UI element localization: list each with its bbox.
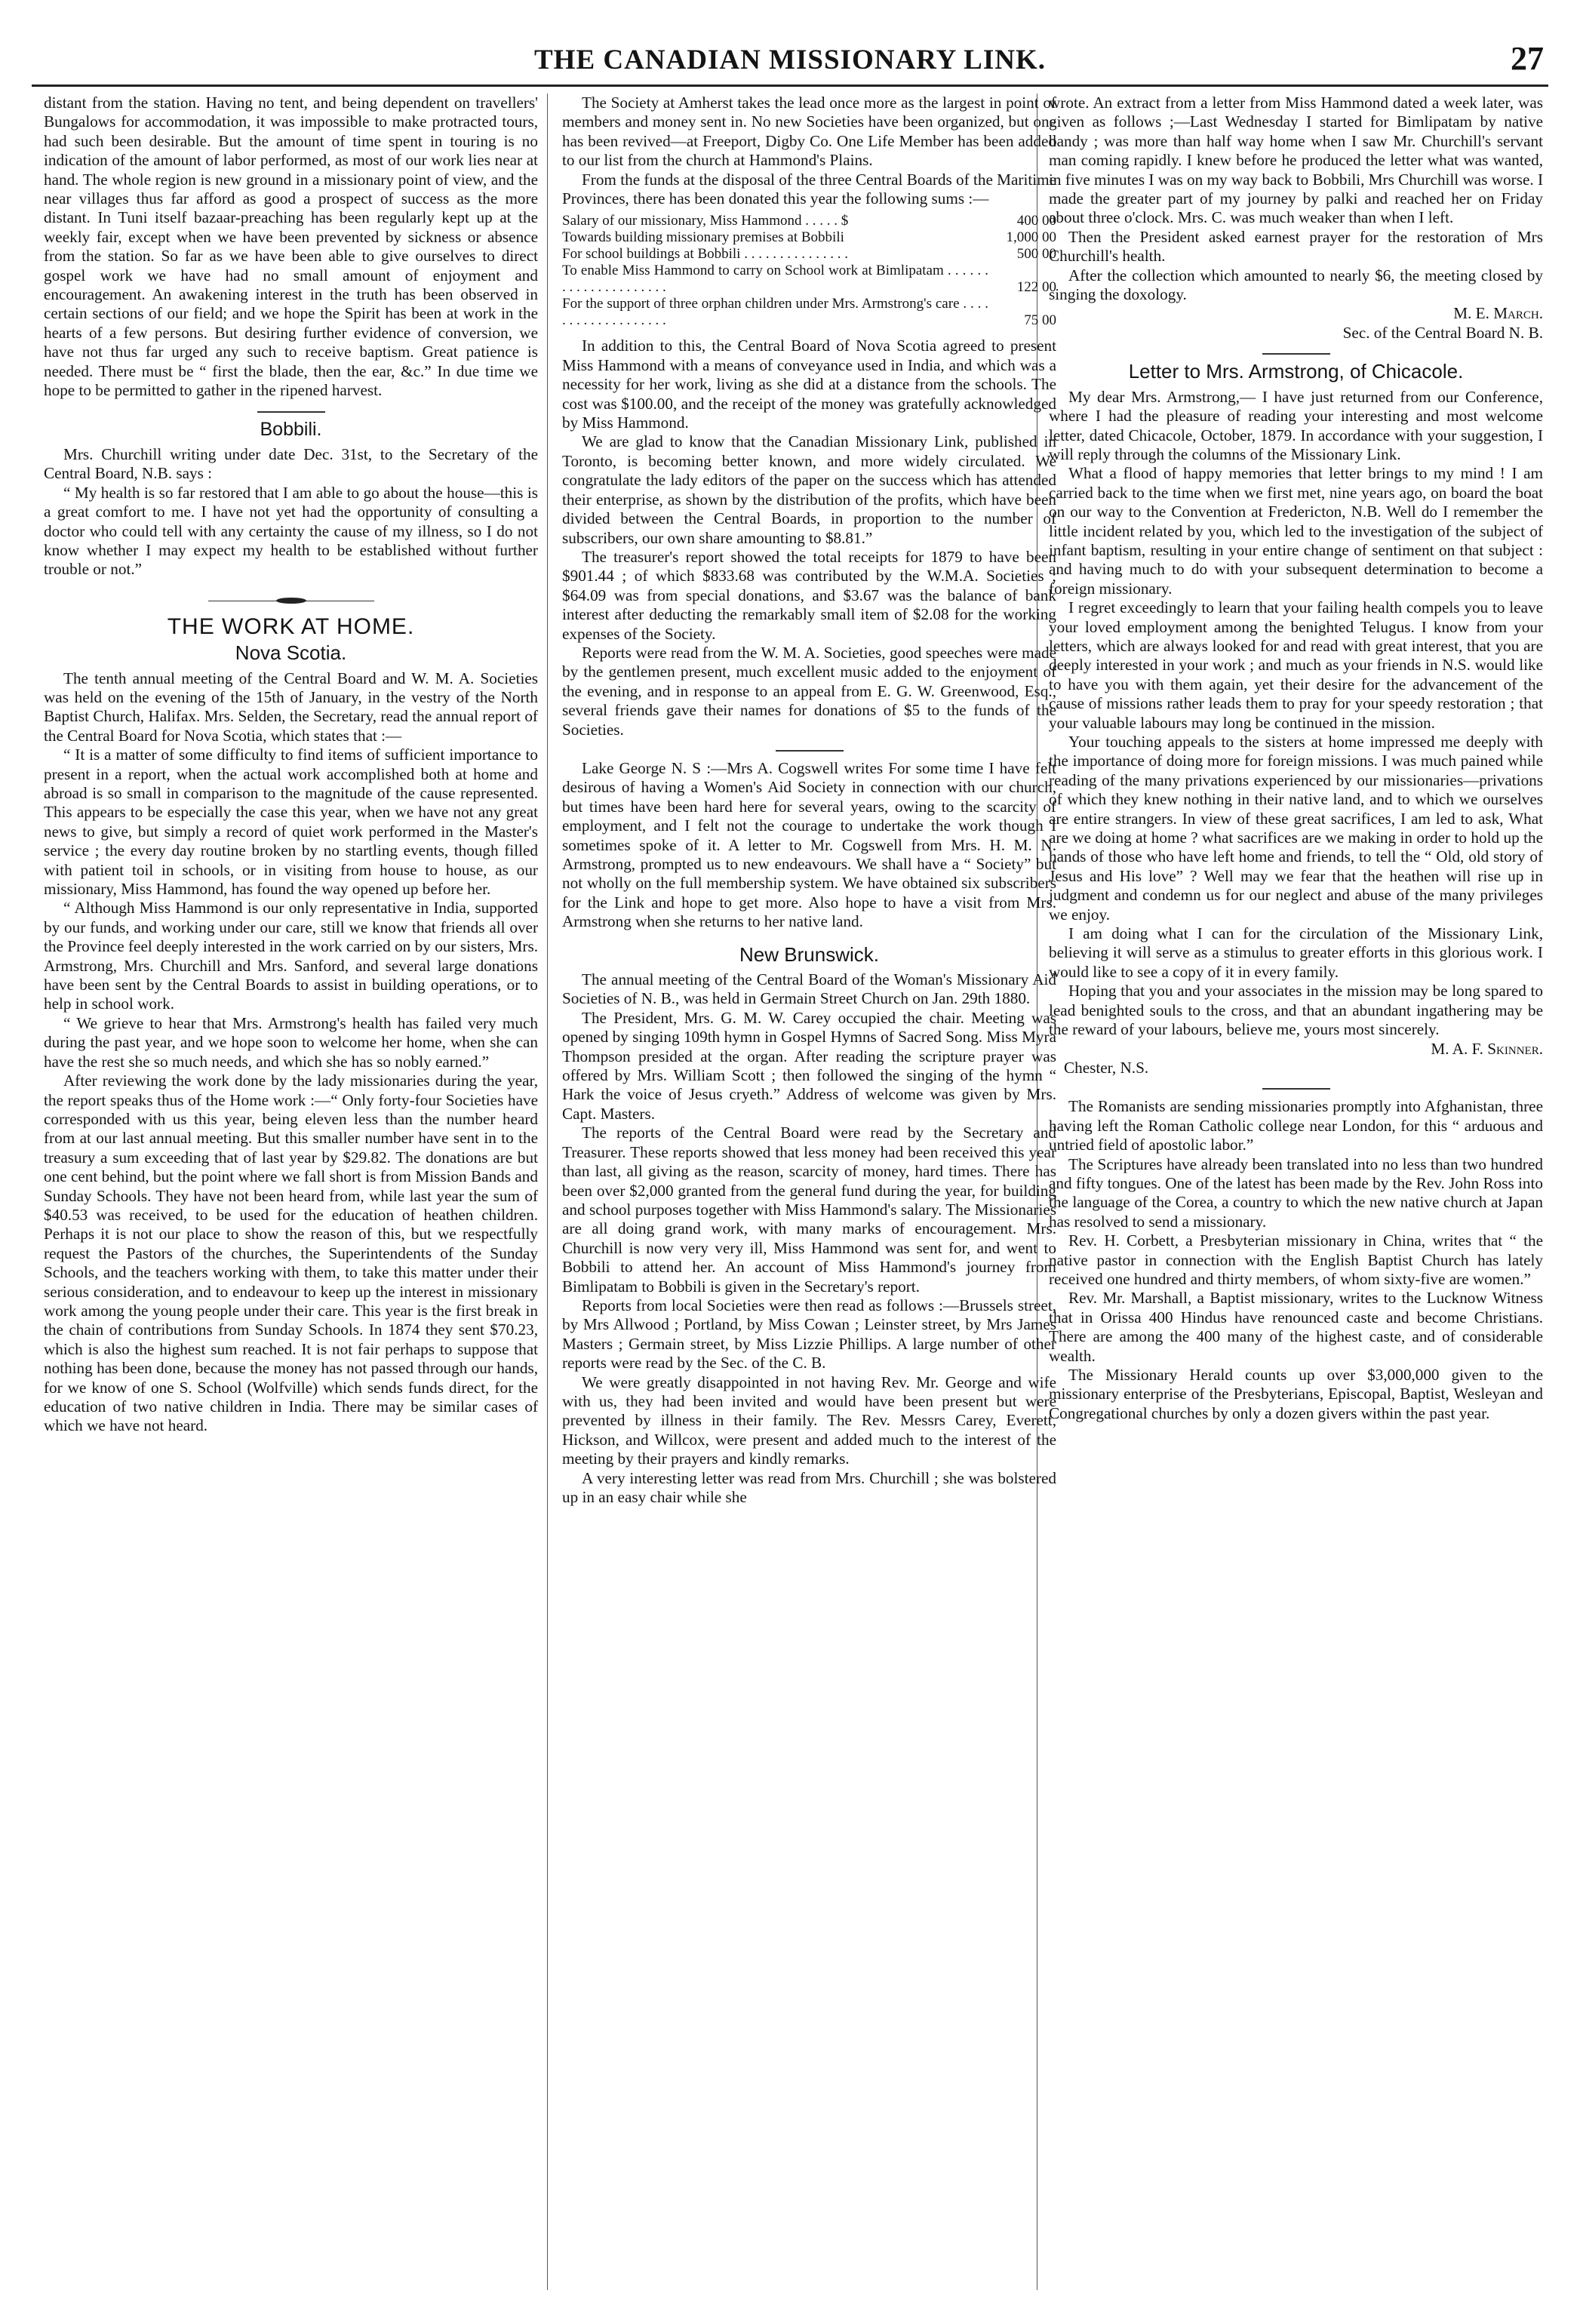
article-paragraph: Then the President asked earnest prayer for the restoration of Mrs Churchill's health. — [1049, 227, 1543, 266]
column-divider — [547, 94, 548, 2290]
donation-amount: 122 00 — [1016, 279, 1056, 296]
signature-name: M. E. March. — [1453, 304, 1543, 323]
article-paragraph: From the funds at the disposal of the three Central Boards of the Maritime Provinces, there has been donated this year the following sums :— — [562, 170, 1057, 208]
article-paragraph: The reports of the Central Board were read by the Secretary and Treasurer. These reports showed that less money had been received this year than last, all giving as the reason, scarcity of money, hard times. There has been over $2,000 granted from the general fund during the year, for building and school purposes together with Miss Hammond's salary. The Missionaries are all doing grand work, with many marks of encouragement. Mrs. Churchill is now very very ill, Miss Hammond was sent for, and went to Bobbili to attend her. An account of Miss Hammond's journey from Bimlipatam to Bobbili is given in the Secretary's report. — [562, 1124, 1056, 1296]
donation-label: Salary of our missionary, Miss Hammond . . . . . $ — [562, 213, 849, 229]
section-heading-work-at-home: THE WORK AT HOME. — [167, 613, 415, 639]
section-heading-new-brunswick: New Brunswick. — [739, 942, 879, 966]
news-item: Rev. Mr. Marshall, a Baptist missionary, writes to the Lucknow Witness that in Orissa 400 Hindus have renounced caste and become Christians. There are among the 400 many of the highest caste, and of considerable wealth. — [1049, 1289, 1543, 1365]
header-rule — [32, 85, 1548, 87]
article-paragraph: wrote. An extract from a letter from Miss Hammond dated a week later, was given as follows ;—Last Wednesday I started for Bimlipatam by native bandy ; was more than half way home when I saw Mr. Churchill's servant man coming rapidly. I knew before he produced the letter what was wanted, in five minutes I was on my way back to Bobbili, Mrs Churchill was worse. I made the greater part of my journey by palki and reached her on Friday about three o'clock. Mrs. C. was much weaker than when I left. — [1049, 94, 1543, 227]
donation-amount: 400 00 — [1016, 213, 1056, 229]
article-paragraph: Lake George N. S :—Mrs A. Cogswell writes For some time I have felt desirous of having a Women's Aid Society in connection with our church, but times have been hard here for several years, owing to the scarcity of employment, and I felt not the courage to undertake the work though I sometimes spoke of it. A letter to Mr. Cogswell from Mrs. H. M. N. Armstrong, prompted us to new endeavours. We shall have a “ Society” but not wholly on the full membership system. We have obtained six subscribers for the Link and hope to get more. Also hope to have a visit from Mrs. Armstrong when she returns to her native land. — [562, 758, 1056, 931]
article-paragraph: “ My health is so far restored that I am able to go about the house—this is a great comfort to me. I have not yet had the opportunity of consulting a doctor who could tell with any certainty the cause of my illness, so I do not know whether I may expect my health to be established without further trouble or not.” — [44, 483, 538, 579]
article-paragraph: Hoping that you and your associates in the mission may be long spared to lead benighted souls to the cross, and that an abundant ingathering may be the reward of your labours, believe me, yours most sincerely. — [1049, 982, 1543, 1039]
news-item: The Scriptures have already been translated into no less than two hundred and fifty tongues. One of the latest has been made by the Rev. John Ross into the language of the Corea, a country to which the new native church at Japan has resolved to send a missionary. — [1049, 1154, 1543, 1231]
donation-label: To enable Miss Hammond to carry on School work at Bimlipatam . . . . . . . . . . . . . . . . . . . . . — [562, 263, 988, 296]
section-heading-bobbili: Bobbili. — [260, 418, 322, 440]
article-paragraph: We were greatly disappointed in not having Rev. Mr. George and wife with us, they had been invited and would have been present but were prevented by illness in their family. The Rev. Messrs Carey, Everett, Hickson, and Willcox, were present and added much to the interest of the meeting by their prayers and kindly remarks. — [562, 1373, 1056, 1468]
table-row — [562, 229, 1056, 246]
table-row — [562, 263, 1056, 296]
article-paragraph: My dear Mrs. Armstrong,— I have just returned from our Conference, where I had the pleasure of reading your interesting and most welcome letter, dated Chicacole, October, 1879. In accordance with your suggestion, I will reply through the columns of the Missionary Link. — [1049, 387, 1543, 463]
donation-amount: 1,000 00 — [1006, 229, 1056, 246]
article-paragraph: “ Although Miss Hammond is our only representative in India, supported by our funds, and working under our care, still we know that friends all over the Province feel deeply interested in the work carried on by our sisters, Mrs. Armstrong, Mrs. Churchill and Mrs. Sanford, and several large donations have been sent by the Central Boards to assist in building operations, or to help in school work. — [44, 899, 538, 1013]
news-item: The Romanists are sending missionaries promptly into Afghanistan, three having left the Roman Catholic college near London, for this “ arduous and untried field of apostolic labor.” — [1049, 1097, 1543, 1154]
section-divider — [257, 411, 325, 413]
signature-name: M. A. F. Skinner. — [1431, 1039, 1543, 1058]
article-paragraph: I am doing what I can for the circulation of the Missionary Link, believing it will serve as a stimulus to greater efforts in this glorious work. I would like to see a copy of it in every family. — [1049, 924, 1543, 981]
news-item: Rev. H. Corbett, a Presbyterian missionary in China, writes that “ the native pastor in connection with the English Baptist Church has lately received one hundred and thirty members, of whom sixty-five are women.” — [1049, 1231, 1543, 1288]
article-paragraph: Reports were read from the W. M. A. Societies, good speeches were made by the gentlemen present, much excellent music added to the enjoyment of the evening, and in response to an appeal from E. G. W. Greenwood, Esq., several friends gave their names for donations of $5 to the funds of the Societies. — [562, 643, 1056, 739]
article-paragraph: “ It is a matter of some difficulty to find items of sufficient importance to present in a report, when the actual work accomplished both at home and abroad is so small in comparison to the magnitude of the cause represented. This appears to be especially the case this year, when we have not any great news to give, but simply a record of quiet work performed in the Master's service ; the every day routine broken by no startling events, though filled with patient toil in schools, or in visiting from house to house, as our missionary, Miss Hammond, has found the way opened up before her. — [44, 745, 538, 899]
article-paragraph: Mrs. Churchill writing under date Dec. 31st, to the Secretary of the Central Board, N.B. says : — [44, 444, 538, 483]
donation-label: Towards building missionary premises at Bobbili — [562, 229, 844, 246]
publication-title: THE CANADIAN MISSIONARY LINK. — [533, 45, 1047, 75]
news-item: The Missionary Herald counts up over $3,000,000 given to the missionary enterprise of the Presbyterians, Episcopal, Baptist, Wesleyan and Congregational churches by only a dozen givers within the past year. — [1049, 1366, 1543, 1422]
section-heading-letter: Letter to Mrs. Armstrong, of Chicacole. — [1128, 360, 1464, 383]
article-paragraph: distant from the station. Having no tent, and being dependent on travellers' Bungalows for accommodation, it was impossible to make protracted tours, had such been desirable. But the amount of time spent in touring is no indication of the amount of labor performed, as most of our work lies near at hand. The whole region is new ground in a missionary point of view, and the near villages thus far afford as good a prospect of success as the more distant. In Tuni itself bazaar-preaching has been regularly kept up at the weekly fair, except when we have been prevented by sickness or absence from the station. So far as we have been able to give ourselves to direct gospel work we have had no small amount of enjoyment and encouragement. An awakening interest in the truth has been observed in certain sections of our field; and we hope the Spirit has been at work in the hearts of a few persons. But desiring further evidence of conversion, we have not thus far urged any such to receive baptism. Great patience is needed. There must be “ first the blade, then the ear, &c.” In due time we hope to be permitted to gather in the ripened harvest. — [44, 94, 538, 400]
section-divider — [1262, 1088, 1330, 1090]
article-paragraph: In addition to this, the Central Board of Nova Scotia agreed to present Miss Hammond with a means of conveyance used in India, and which was a necessity for her work, living as she did at a distance from the schools. The cost was $100.00, and the receipt of the money was gratefully acknowledged by Miss Hammond. — [562, 337, 1056, 432]
page-header — [0, 40, 1580, 89]
donation-amount: 75 00 — [1024, 312, 1056, 329]
column-2 — [562, 94, 1056, 2324]
column-1 — [44, 94, 538, 2324]
article-paragraph: After the collection which amounted to nearly $6, the meeting closed by singing the doxology. — [1049, 266, 1543, 304]
table-row — [562, 246, 1056, 263]
donation-label: For the support of three orphan children under Mrs. Armstrong's care . . . . . . . . . . . . . . . . . . . — [562, 296, 988, 329]
article-paragraph: The annual meeting of the Central Board of the Woman's Missionary Aid Societies of N. B., was held in Germain Street Church on Jan. 29th 1880. — [562, 970, 1056, 1008]
donation-label: For school buildings at Bobbili . . . . . . . . . . . . . . . — [562, 246, 848, 263]
article-paragraph: What a flood of happy memories that letter brings to my mind ! I am carried back to the time when we first met, nine years ago, on board the boat on our way to the Convention at Fredericton, N.B. Well do I remember the little incident related by you, which led to the investigation of the subject of infant baptism, resulting in your entire change of sentiment on that subject : and having much to do with your subsequent determination to become a foreign missionary. — [1049, 464, 1543, 598]
article-paragraph: Your touching appeals to the sisters at home impressed me deeply with the importance of doing more for foreign missions. I was much pained while reading of the many privations experienced by our missionaries—privations of which they knew nothing in their native land, and to which we ourselves are entire strangers. In view of these great sacrifices, I am led to ask, What are we doing at home ? what sacrifices are we making in order to hold up the hands of those who have left home and friends, to tell the “ Old, old story of Jesus and His love” ? Well may we fear that the heathen will rise up in judgment and condemn us for our neglect and abuse of the many privileges we enjoy. — [1049, 733, 1543, 924]
signature-place: Chester, N.S. — [1064, 1058, 1149, 1077]
donations-table — [562, 213, 1056, 329]
signature-title: Sec. of the Central Board N. B. — [1342, 323, 1543, 342]
ornamental-divider — [208, 599, 374, 604]
article-paragraph: I regret exceedingly to learn that your failing health compels you to leave your loved employment among the benighted Telugus. I know from your letters, which are always looked for and read with great interest, that you are deeply interested in your work ; and much as your friends in N.S. would like to have you with them again, yet their desire for the advancement of the cause of missions rather leads them to pray for your speedy restoration ; that your valuable labours may long be continued in the mission. — [1049, 598, 1543, 732]
article-paragraph: The Society at Amherst takes the lead once more as the largest in point of members and money sent in. No new Societies have been organized, but one has been revived—at Freeport, Digby Co. One Life Member has been added to our list from the church at Hammond's Plains. — [562, 94, 1056, 170]
article-paragraph: The tenth annual meeting of the Central Board and W. M. A. Societies was held on the evening of the 15th of January, in the vestry of the North Baptist Church, Halifax. Mrs. Selden, the Secretary, read the annual report of the Central Board for Nova Scotia, which states that :— — [44, 669, 538, 745]
donation-amount: 500 00 — [1016, 246, 1056, 263]
article-paragraph: We are glad to know that the Canadian Missionary Link, published in Toronto, is becoming better known, and more widely circulated. We congratulate the lady editors of the paper on the success which has attended their enterprise, as shown by the distribution of the profits, which have been divided between the Central Boards, in proportion to the number of subscribers, our own share amounting to $8.81.” — [562, 432, 1056, 547]
section-divider — [1262, 353, 1330, 355]
article-paragraph: After reviewing the work done by the lady missionaries during the year, the report speaks thus of the Home work :—“ Only forty-four Societies have corresponded with us this year, being eleven less than the number heard from at our last annual meeting. But this smaller number have sent in to the treasury a sum exceeding that of last year by $29.82. The donations are but one cent behind, but the point where we fall short is from Mission Bands and Sunday Schools. They have not been heard from, while last year the sum of $40.53 was received, to be used for the education of heathen children. Perhaps it is not our place to show the reason of this, but we respectfully request the Pastors of the churches, the Superintendents of the Sunday Schools, and the teachers working with them, to take this matter under their serious consideration, and to endeavour to keep up the interest in missionary work among the young people under their care. This year is the first break in the chain of contributions from Sunday Schools. In 1874 they sent $70.23, which is also the highest sum reached. It is not fair perhaps to suppose that nothing has been done, because the money has not passed through our hands, for we know of one S. School (Wolfville) which sends funds direct, for the education of two native children in India. There may be similar cases of which we have not heard. — [44, 1071, 538, 1435]
article-paragraph: “ We grieve to hear that Mrs. Armstrong's health has failed very much during the past year, and we hope soon to welcome her home, when she can have the rest she so much needs, and which she has so nobly earned.” — [44, 1013, 538, 1071]
article-paragraph: A very interesting letter was read from Mrs. Churchill ; she was bolstered up in an easy chair while she — [562, 1468, 1056, 1506]
table-row — [562, 296, 1056, 329]
article-paragraph: The treasurer's report showed the total receipts for 1879 to have been $901.44 ; of which $833.68 was contributed by the W.M.A. Societies ; $64.09 was from special donations, and $3.67 was the balance of bank interest after deducting the remarkably small item of $2.08 for the working expenses of the Society. — [562, 547, 1056, 643]
column-3 — [1049, 94, 1543, 2324]
table-row — [562, 213, 1056, 229]
page-number: 27 — [1511, 40, 1544, 77]
article-paragraph: The President, Mrs. G. M. W. Carey occupied the chair. Meeting was opened by singing 109th hymn in Gospel Hymns of Sacred Song. Miss Myra Thompson presided at the organ. After reading the scripture prayer was offered by Mrs. William Scott ; then followed the singing of the hymn “ Hark the voice of Jesus cryeth.” Address of welcome was given by Mrs. Capt. Masters. — [562, 1008, 1056, 1123]
section-heading-nova-scotia: Nova Scotia. — [235, 641, 347, 665]
section-divider — [776, 750, 844, 752]
article-paragraph: Reports from local Societies were then read as follows :—Brussels street, by Mrs Allwood ; Portland, by Miss Cowan ; Leinster street, by Mrs James Masters ; Germain street, by Miss Lizzie Phillips. A large number of other reports were read by the Sec. of the C. B. — [562, 1296, 1056, 1373]
